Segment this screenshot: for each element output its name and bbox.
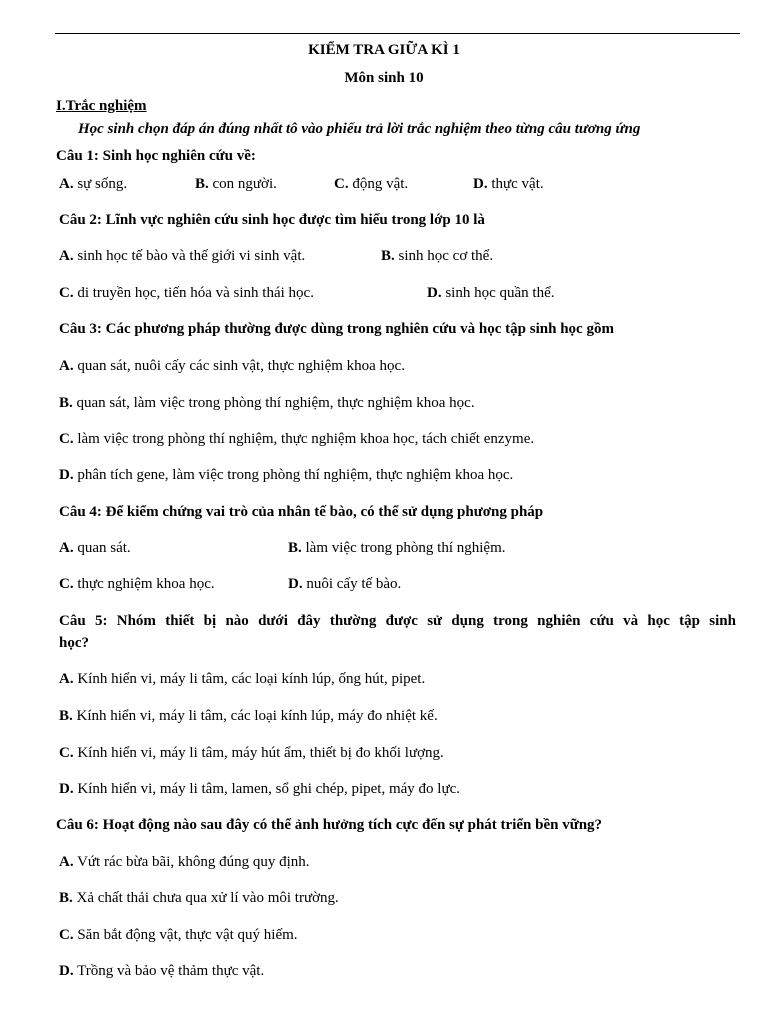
section-heading: I.Trắc nghiệm <box>56 98 147 114</box>
q5-option-b: B. Kính hiển vi, máy li tâm, các loại kính lúp, máy đo nhiệt kế. <box>59 708 438 724</box>
q2-option-d: D. sinh học quần thể. <box>427 285 555 301</box>
q2-option-b: B. sinh học cơ thể. <box>381 248 494 264</box>
q1-option-a: A. sự sống. <box>59 176 128 192</box>
question-5-prompt-line2: học? <box>59 635 89 651</box>
q4-option-b: B. làm việc trong phòng thí nghiệm. <box>288 540 506 556</box>
q3-option-b: B. quan sát, làm việc trong phòng thí nghiệm, thực nghiệm khoa học. <box>59 395 475 411</box>
question-1-prompt: Câu 1: Sinh học nghiên cứu về: <box>56 148 256 164</box>
q6-option-b: B. Xả chất thải chưa qua xử lí vào môi trường. <box>59 890 339 906</box>
q5-option-c: C. Kính hiển vi, máy li tâm, máy hút ẩm, thiết bị đo khối lượng. <box>59 745 444 761</box>
question-2-prompt: Câu 2: Lĩnh vực nghiên cứu sinh học được tìm hiểu trong lớp 10 là <box>59 212 485 228</box>
q1-option-b: B. con người. <box>195 176 277 192</box>
question-4-prompt: Câu 4: Để kiểm chứng vai trò của nhân tế bào, có thể sử dụng phương pháp <box>59 504 544 520</box>
question-5-prompt-line1: Câu 5: Nhóm thiết bị nào dưới đây thường được sử dụng trong nghiên cứu và học tập sinh <box>59 613 736 629</box>
question-3-prompt: Câu 3: Các phương pháp thường được dùng trong nghiên cứu và học tập sinh học gồm <box>59 321 614 337</box>
q6-option-a: A. Vứt rác bừa bãi, không đúng quy định. <box>59 854 310 870</box>
q4-option-d: D. nuôi cấy tế bào. <box>288 576 402 592</box>
top-rule <box>55 33 740 34</box>
question-6-prompt: Câu 6: Hoạt động nào sau đây có thể ảnh hưởng tích cực đến sự phát triển bền vững? <box>56 817 603 833</box>
q6-option-d: D. Trồng và bảo vệ thảm thực vật. <box>59 963 265 979</box>
q1-option-c: C. động vật. <box>334 176 409 192</box>
q4-option-c: C. thực nghiệm khoa học. <box>59 576 215 592</box>
q3-option-d: D. phân tích gene, làm việc trong phòng thí nghiệm, thực nghiệm khoa học. <box>59 467 514 483</box>
q6-option-c: C. Săn bắt động vật, thực vật quý hiếm. <box>59 927 298 943</box>
q2-option-a: A. sinh học tế bào và thế giới vi sinh vật. <box>59 248 306 264</box>
q3-option-c: C. làm việc trong phòng thí nghiệm, thực nghiệm khoa học, tách chiết enzyme. <box>59 431 535 447</box>
exam-title: KIỂM TRA GIỮA KÌ 1 <box>308 42 460 58</box>
subject-subtitle: Môn sinh 10 <box>344 70 424 86</box>
q5-option-a: A. Kính hiển vi, máy li tâm, các loại kính lúp, ống hút, pipet. <box>59 671 426 687</box>
q1-option-d: D. thực vật. <box>473 176 544 192</box>
instruction-text: Học sinh chọn đáp án đúng nhất tô vào phiếu trả lời trắc nghiệm theo từng câu tương ứng <box>78 121 641 137</box>
q2-option-c: C. di truyền học, tiến hóa và sinh thái học. <box>59 285 314 301</box>
q5-option-d: D. Kính hiển vi, máy li tâm, lamen, sổ ghi chép, pipet, máy đo lực. <box>59 781 460 797</box>
q4-option-a: A. quan sát. <box>59 540 131 556</box>
q3-option-a: A. quan sát, nuôi cấy các sinh vật, thực nghiệm khoa học. <box>59 358 405 374</box>
